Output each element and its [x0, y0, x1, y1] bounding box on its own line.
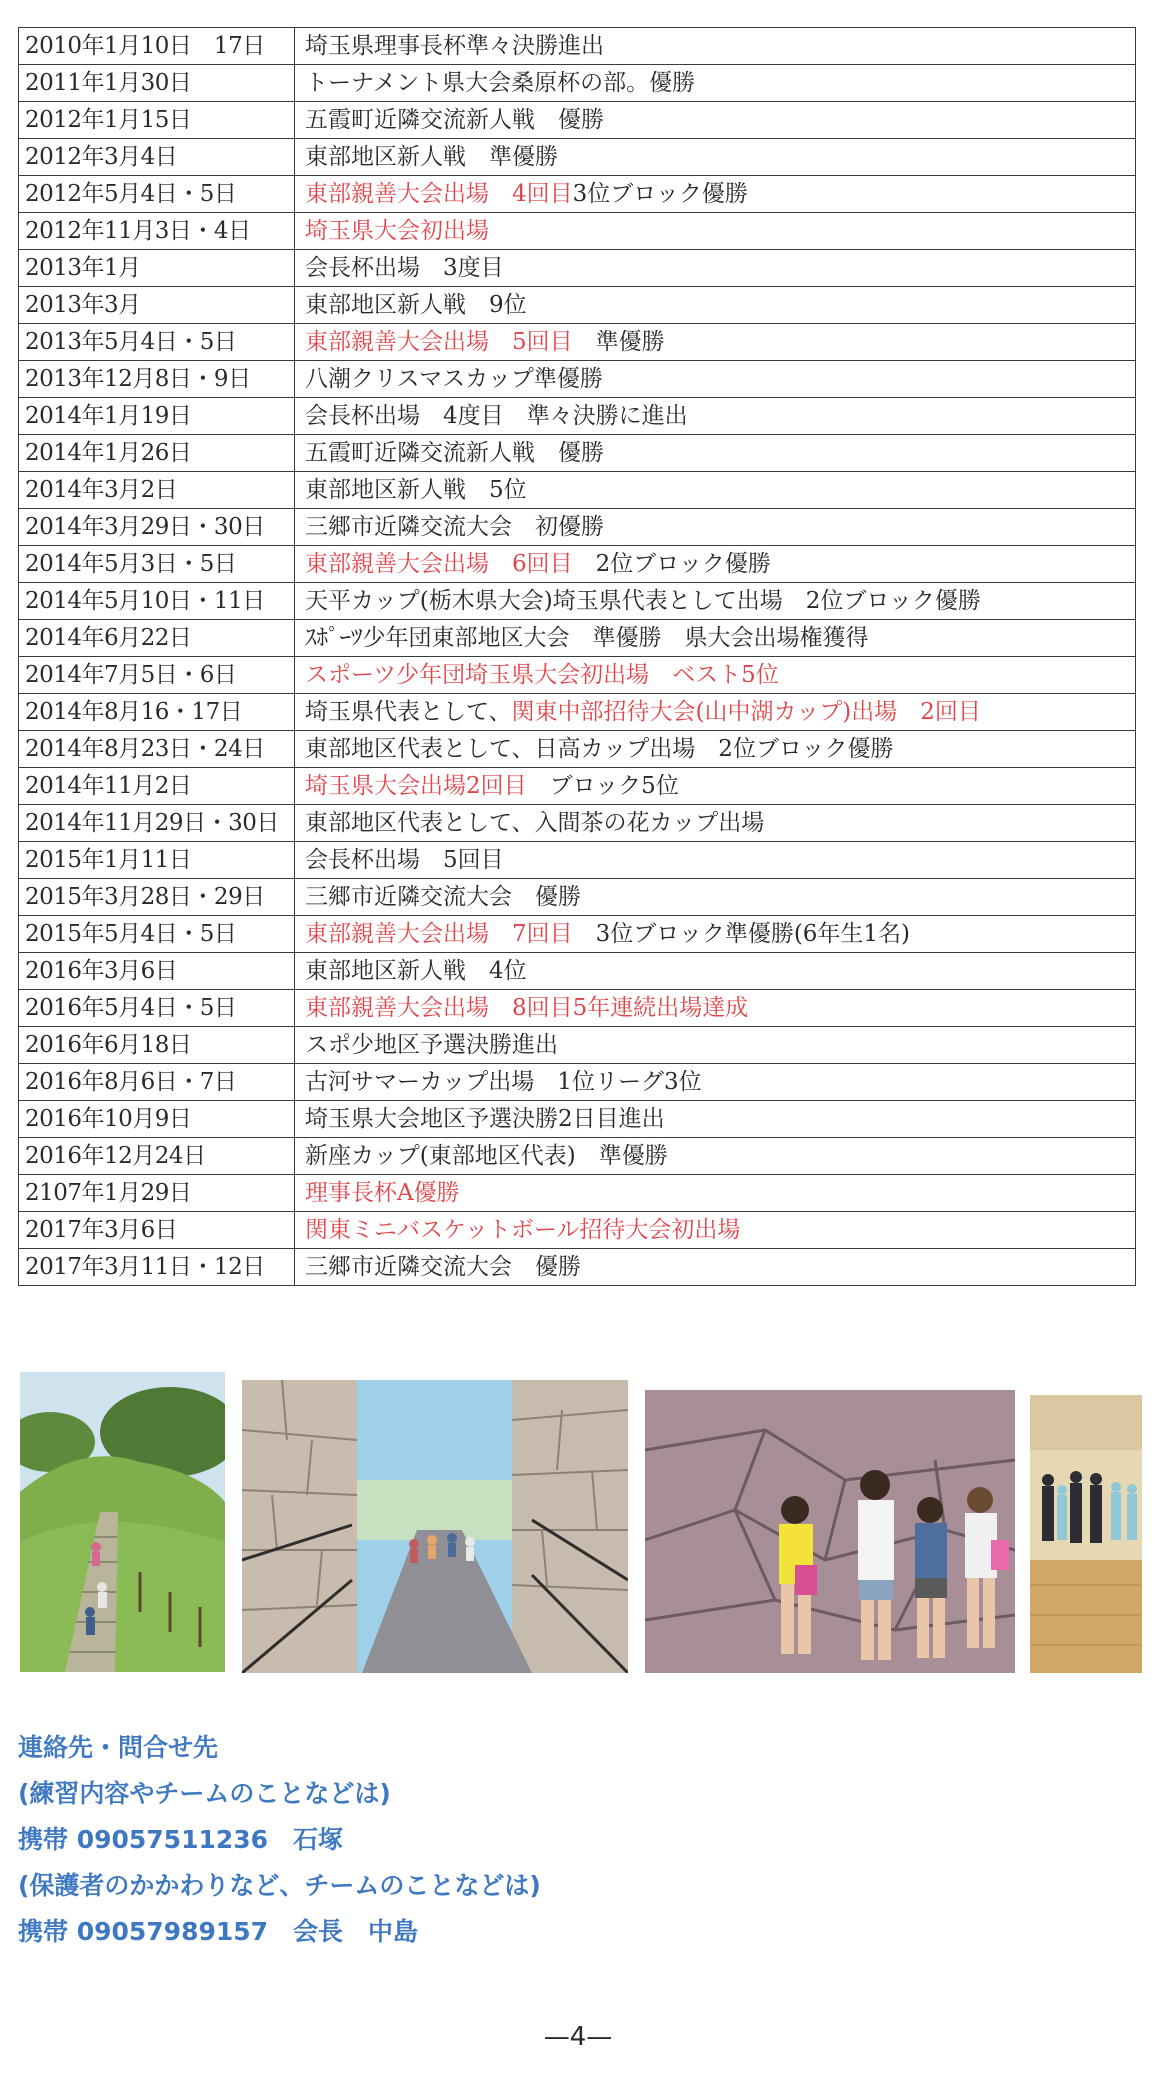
highlighted-event-text: 東部親善大会出場 6回目 — [305, 551, 573, 577]
event-text: 東部地区新人戦 4位 — [305, 958, 527, 984]
record-date: 2010年1月10日 17日 — [19, 28, 295, 65]
table-row — [19, 1027, 1136, 1064]
table-row — [19, 768, 1136, 805]
page-number: —4— — [543, 2022, 613, 2052]
record-event — [295, 583, 1136, 620]
record-event — [295, 65, 1136, 102]
table-row — [19, 176, 1136, 213]
record-event — [295, 879, 1136, 916]
record-event — [295, 916, 1136, 953]
record-event — [295, 1138, 1136, 1175]
table-row — [19, 361, 1136, 398]
record-date: 2107年1月29日 — [19, 1175, 295, 1212]
highlighted-event-text: 埼玉県大会出場2回目 — [305, 773, 527, 799]
record-date: 2014年5月3日・5日 — [19, 546, 295, 583]
record-date: 2013年3月 — [19, 287, 295, 324]
table-row — [19, 879, 1136, 916]
table-row — [19, 102, 1136, 139]
event-text: 三郷市近隣交流大会 優勝 — [305, 1254, 581, 1280]
event-text: スポ少地区予選決勝進出 — [305, 1032, 558, 1058]
record-date: 2014年5月10日・11日 — [19, 583, 295, 620]
event-text: 東部地区新人戦 9位 — [305, 292, 527, 318]
table-row — [19, 916, 1136, 953]
event-text: 新座カップ(東部地区代表) 準優勝 — [305, 1143, 668, 1169]
event-text: 三郷市近隣交流大会 優勝 — [305, 884, 581, 910]
table-row — [19, 620, 1136, 657]
contact-phone-ishizuka: 携帯 09057511236 石塚 — [18, 1825, 344, 1854]
photo-stone-wall-path — [242, 1380, 628, 1673]
event-text: ブロック5位 — [526, 773, 679, 799]
table-row — [19, 990, 1136, 1027]
record-event — [295, 102, 1136, 139]
record-date: 2016年12月24日 — [19, 1138, 295, 1175]
record-event — [295, 546, 1136, 583]
table-row — [19, 694, 1136, 731]
event-text: 埼玉県大会地区予選決勝2日目進出 — [305, 1106, 665, 1132]
event-text: 東部地区代表として、入間茶の花カップ出場 — [305, 810, 765, 836]
record-date: 2016年6月18日 — [19, 1027, 295, 1064]
highlighted-event-text: スポーツ少年団埼玉県大会初出場 ベスト5位 — [305, 662, 779, 688]
record-date: 2014年1月19日 — [19, 398, 295, 435]
table-row — [19, 472, 1136, 509]
record-event — [295, 620, 1136, 657]
event-text: 古河サマーカップ出場 1位リーグ3位 — [305, 1069, 702, 1095]
record-date: 2013年1月 — [19, 250, 295, 287]
event-text: 3位ブロック優勝 — [572, 181, 748, 207]
record-event — [295, 694, 1136, 731]
record-date: 2014年11月2日 — [19, 768, 295, 805]
record-event — [295, 805, 1136, 842]
record-date: 2016年10月9日 — [19, 1101, 295, 1138]
table-row — [19, 250, 1136, 287]
record-date: 2013年5月4日・5日 — [19, 324, 295, 361]
table-row — [19, 1175, 1136, 1212]
table-row — [19, 546, 1136, 583]
table-row — [19, 1101, 1136, 1138]
contact-practice-note: (練習内容やチームのことなどは) — [18, 1779, 391, 1808]
table-row — [19, 842, 1136, 879]
table-row — [19, 398, 1136, 435]
record-date: 2014年7月5日・6日 — [19, 657, 295, 694]
highlighted-event-text: 埼玉県大会初出場 — [305, 218, 489, 244]
event-text: 八潮クリスマスカップ準優勝 — [305, 366, 603, 392]
table-row — [19, 213, 1136, 250]
record-event — [295, 250, 1136, 287]
record-event — [295, 509, 1136, 546]
record-date: 2017年3月11日・12日 — [19, 1249, 295, 1286]
event-text: 3位ブロック準優勝(6年生1名) — [572, 921, 911, 947]
table-row — [19, 28, 1136, 65]
event-text: 三郷市近隣交流大会 初優勝 — [305, 514, 604, 540]
event-text: 埼玉県理事長杯準々決勝進出 — [305, 33, 604, 59]
event-text: 東部地区新人戦 準優勝 — [305, 144, 558, 170]
record-date: 2015年5月4日・5日 — [19, 916, 295, 953]
record-date: 2011年1月30日 — [19, 65, 295, 102]
record-event — [295, 731, 1136, 768]
record-date: 2012年5月4日・5日 — [19, 176, 295, 213]
record-event — [295, 176, 1136, 213]
record-date: 2013年12月8日・9日 — [19, 361, 295, 398]
contact-heading: 連絡先・問合せ先 — [18, 1733, 219, 1762]
event-text: 会長杯出場 4度目 準々決勝に進出 — [305, 403, 688, 429]
table-row — [19, 731, 1136, 768]
event-text: 会長杯出場 3度目 — [305, 255, 504, 281]
table-row — [19, 583, 1136, 620]
table-row — [19, 805, 1136, 842]
record-date: 2016年8月6日・7日 — [19, 1064, 295, 1101]
record-date: 2014年8月16・17日 — [19, 694, 295, 731]
record-date: 2014年1月26日 — [19, 435, 295, 472]
contact-guardian-note: (保護者のかかわりなど、チームのことなどは) — [18, 1871, 541, 1900]
highlighted-event-text: 東部親善大会出場 4回目 — [305, 181, 573, 207]
event-text: 東部地区新人戦 5位 — [305, 477, 527, 503]
contact-phone-nakajima: 携帯 09057989157 会長 中島 — [18, 1917, 419, 1946]
contact-info — [18, 1725, 1118, 1955]
record-date: 2012年11月3日・4日 — [19, 213, 295, 250]
record-event — [295, 324, 1136, 361]
event-text: 五霞町近隣交流新人戦 優勝 — [305, 107, 604, 133]
photo-hill-stairs — [20, 1372, 225, 1672]
record-date: 2014年8月23日・24日 — [19, 731, 295, 768]
record-event — [295, 435, 1136, 472]
record-event — [295, 472, 1136, 509]
record-event — [295, 768, 1136, 805]
record-event — [295, 1249, 1136, 1286]
table-row — [19, 139, 1136, 176]
highlighted-event-text: 関東ミニバスケットボール招待大会初出場 — [305, 1217, 741, 1243]
event-text: 天平カップ(栃木県大会)埼玉県代表として出場 2位ブロック優勝 — [305, 588, 981, 614]
history-table — [18, 27, 1136, 1286]
event-text: 2位ブロック優勝 — [572, 551, 771, 577]
record-event — [295, 657, 1136, 694]
record-event — [295, 953, 1136, 990]
record-event — [295, 1175, 1136, 1212]
event-text: 埼玉県代表として、 — [305, 699, 512, 725]
record-event — [295, 139, 1136, 176]
event-text: 東部地区代表として、日高カップ出場 2位ブロック優勝 — [305, 736, 894, 762]
event-text: 五霞町近隣交流新人戦 優勝 — [305, 440, 604, 466]
record-date: 2012年1月15日 — [19, 102, 295, 139]
table-row — [19, 953, 1136, 990]
table-row — [19, 1138, 1136, 1175]
event-text: トーナメント県大会桑原杯の部。優勝 — [305, 70, 696, 96]
record-event — [295, 1027, 1136, 1064]
record-event — [295, 213, 1136, 250]
record-date: 2014年3月2日 — [19, 472, 295, 509]
highlighted-event-text: 東部親善大会出場 8回目5年連続出場達成 — [305, 995, 749, 1021]
record-event — [295, 398, 1136, 435]
event-text: 準優勝 — [572, 329, 665, 355]
table-row — [19, 1212, 1136, 1249]
highlighted-event-text: 関東中部招待大会(山中湖カップ)出場 2回目 — [511, 699, 981, 725]
record-date: 2017年3月6日 — [19, 1212, 295, 1249]
table-row — [19, 435, 1136, 472]
table-row — [19, 509, 1136, 546]
record-date: 2014年11月29日・30日 — [19, 805, 295, 842]
table-row — [19, 324, 1136, 361]
record-date: 2016年5月4日・5日 — [19, 990, 295, 1027]
record-date: 2015年1月11日 — [19, 842, 295, 879]
event-text: ｽﾎﾟｰﾂ少年団東部地区大会 準優勝 県大会出場権獲得 — [305, 625, 869, 651]
table-row — [19, 657, 1136, 694]
table-row — [19, 1249, 1136, 1286]
record-date: 2016年3月6日 — [19, 953, 295, 990]
record-date: 2014年3月29日・30日 — [19, 509, 295, 546]
record-event — [295, 1064, 1136, 1101]
table-row — [19, 1064, 1136, 1101]
highlighted-event-text: 東部親善大会出場 5回目 — [305, 329, 573, 355]
record-event — [295, 361, 1136, 398]
table-row — [19, 287, 1136, 324]
record-event — [295, 1212, 1136, 1249]
record-date: 2015年3月28日・29日 — [19, 879, 295, 916]
highlighted-event-text: 理事長杯A優勝 — [305, 1180, 460, 1206]
photo-kids-at-stone-wall — [645, 1390, 1015, 1673]
record-event — [295, 842, 1136, 879]
record-event — [295, 28, 1136, 65]
photo-gym-group — [1030, 1395, 1142, 1673]
event-text: 会長杯出場 5回目 — [305, 847, 504, 873]
record-event — [295, 1101, 1136, 1138]
record-date: 2014年6月22日 — [19, 620, 295, 657]
history-table-body — [19, 28, 1136, 1286]
record-event — [295, 287, 1136, 324]
highlighted-event-text: 東部親善大会出場 7回目 — [305, 921, 573, 947]
record-event — [295, 990, 1136, 1027]
table-row — [19, 65, 1136, 102]
record-date: 2012年3月4日 — [19, 139, 295, 176]
